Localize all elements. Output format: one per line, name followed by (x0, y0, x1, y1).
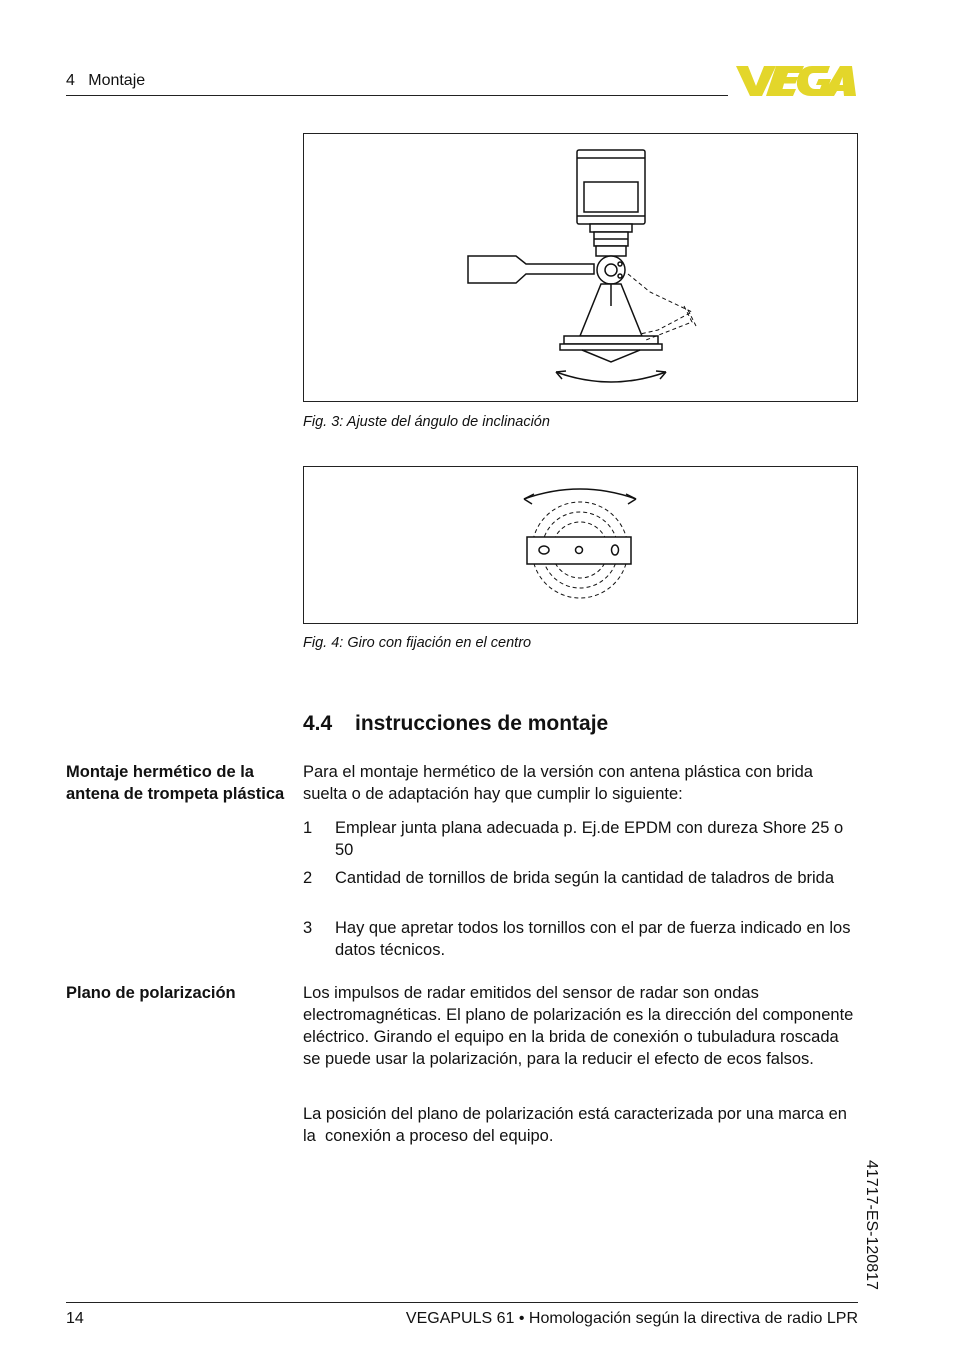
running-header: 4 Montaje (66, 72, 146, 89)
rotation-arrow (524, 489, 636, 499)
list-item-number: 1 (303, 819, 313, 837)
section-title: instrucciones de montaje (355, 712, 609, 735)
list-item-number: 2 (303, 869, 313, 887)
tilt-arrow (556, 372, 666, 382)
fixing-plate (527, 537, 631, 564)
vega-logo-mark (736, 66, 856, 96)
footer-title: VEGAPULS 61 • Homologación según la directiva de radio LPR (405, 1310, 858, 1327)
list-item (303, 817, 859, 861)
figure-4-frame (303, 466, 858, 624)
document-id: 41717-ES-120817 (863, 1160, 880, 1290)
list-item-text: Cantidad de tornillos de brida según la cantidad de taladros de brida (335, 869, 835, 887)
mounting-bracket (468, 256, 594, 283)
page-number: 14 (66, 1310, 84, 1327)
figure-3-tilt-drawing (304, 134, 857, 401)
list-item-number: 3 (303, 919, 313, 937)
list-item (303, 867, 859, 889)
figure-3-caption: Fig. 3: Ajuste del ángulo de inclinación (303, 414, 550, 430)
polarization-paragraph-2: La posición del plano de polarización está caracterizada por una marca en la conexión a proceso del equipo. (303, 1105, 852, 1145)
figure-4-caption: Fig. 4: Giro con fijación en el centro (303, 635, 532, 651)
side-heading-hermetic: Montaje hermético de la antena de trompeta plástica (66, 763, 285, 803)
hermetic-intro: Para el montaje hermético de la versión con antena plástica con brida suelta o de adaptación hay que cumplir lo siguiente: (303, 763, 813, 803)
flange (564, 336, 658, 344)
tilt-pivot (597, 256, 625, 284)
list-item-text: Hay que apretar todos los tornillos con el par de fuerza indicado en los datos técnicos. (335, 919, 851, 959)
list-item-text: Emplear junta plana adecuada p. Ej.de EPDM con dureza Shore 25 o 50 (335, 819, 844, 859)
list-item (303, 917, 859, 961)
header-rule (66, 95, 728, 96)
figure-4-rotation-drawing (304, 467, 857, 623)
polarization-paragraph-1: Los impulsos de radar emitidos del sensor de radar son ondas electromagnéticas. El plano de polarización es la dirección del componente eléctrico. Girando el equipo en la brida de conexión o tubuladura roscada se puede usar la polarización, para la reducir el efecto de ecos falsos. (303, 984, 854, 1068)
vega-logo (734, 64, 858, 98)
section-number: 4.4 (303, 712, 333, 735)
figure-3-frame (303, 133, 858, 402)
footer-rule (66, 1302, 858, 1303)
section-heading (303, 712, 608, 736)
side-heading-polarization: Plano de polarización (66, 984, 236, 1002)
